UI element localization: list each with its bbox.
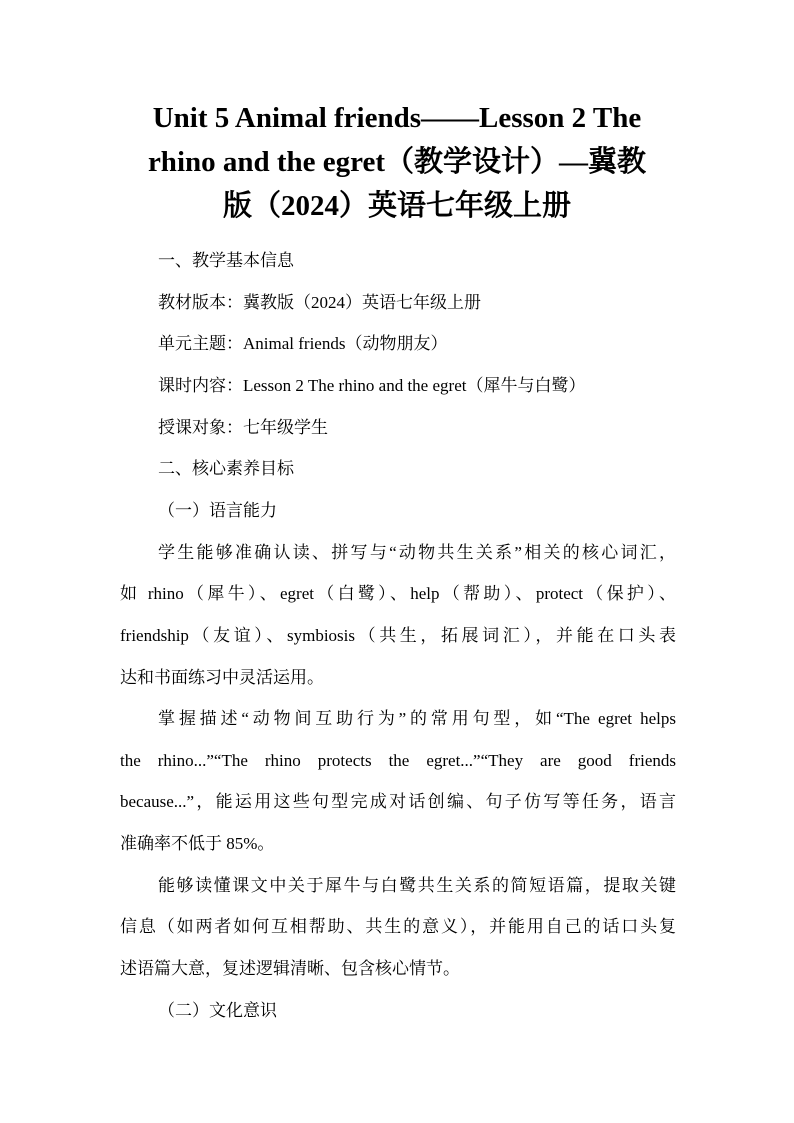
target-students-line: 授课对象：七年级学生 <box>158 418 328 437</box>
paragraph-line: friendship（友谊）、symbiosis（共生，拓展词汇），并能在口头表 <box>120 626 676 645</box>
paragraph-line: the rhino...”“The rhino protects the egret...”“They are good friends <box>120 751 676 770</box>
subsection-heading-culture: （二）文化意识 <box>158 1001 277 1020</box>
paragraph-line: because...”，能运用这些句型完成对话创编、句子仿写等任务，语言 <box>120 792 676 811</box>
section-heading-core-goals: 二、核心素养目标 <box>158 459 294 478</box>
paragraph-line: 信息（如两者如何互相帮助、共生的意义），并能用自己的话口头复 <box>120 917 676 936</box>
unit-theme-line: 单元主题：Animal friends（动物朋友） <box>158 334 448 353</box>
paragraph-line: 如 rhino（犀牛）、egret（白鹭）、help（帮助）、protect（保护）、 <box>120 584 676 603</box>
paragraph-line: 学生能够准确认读、拼写与“动物共生关系”相关的核心词汇， <box>158 543 676 562</box>
section-heading-basic-info: 一、教学基本信息 <box>158 251 294 270</box>
title-line-1: Unit 5 Animal friends——Lesson 2 The <box>152 102 642 134</box>
paragraph-line: 达和书面练习中灵活运用。 <box>120 668 324 687</box>
title-line-2: rhino and the egret（教学设计）—冀教 <box>147 146 647 178</box>
subsection-heading-language: （一）语言能力 <box>158 501 277 520</box>
textbook-version-line: 教材版本：冀教版（2024）英语七年级上册 <box>158 293 481 312</box>
title-line-3: 版（2024）英语七年级上册 <box>222 190 571 222</box>
paragraph-line: 掌握描述“动物间互助行为”的常用句型，如“The egret helps <box>158 709 676 728</box>
paragraph-line: 能够读懂课文中关于犀牛与白鹭共生关系的简短语篇，提取关键 <box>158 876 676 895</box>
document-title <box>100 96 694 228</box>
lesson-content-line: 课时内容：Lesson 2 The rhino and the egret（犀牛与白鹭） <box>158 376 586 395</box>
paragraph-line: 述语篇大意，复述逻辑清晰、包含核心情节。 <box>120 959 460 978</box>
paragraph-line: 准确率不低于 85%。 <box>120 834 275 853</box>
